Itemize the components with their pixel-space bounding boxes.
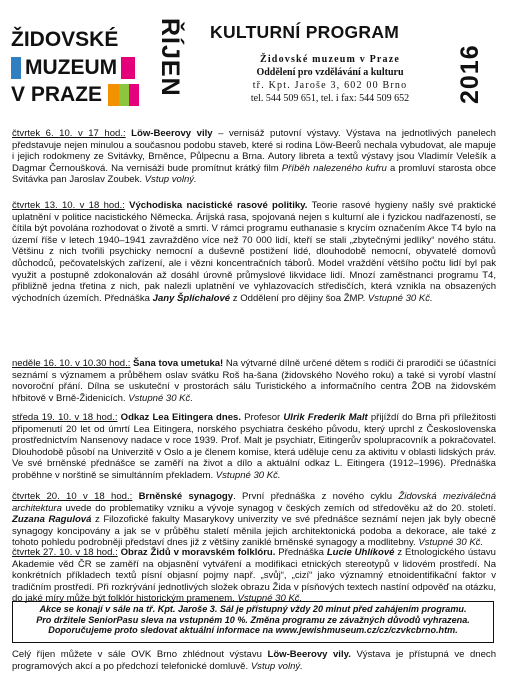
event-title: Löw-Beerovy vily — [131, 128, 213, 139]
notice-line: Akce se konají v sále na tř. Kpt. Jaroše 3. Sál je přístupný vždy 20 minut před zahájením programu. — [39, 604, 467, 614]
exhibition-title: Löw-Beerovy vily. — [267, 649, 351, 660]
logo-color-bar — [108, 84, 119, 106]
event-speaker: Jany Šplíchalové — [152, 292, 231, 304]
event-date: čtvrtek 20. 10 v 18 hod.: — [12, 491, 133, 502]
event-date: neděle 16. 10. v 10.30 hod.: — [12, 358, 131, 369]
logo-line-2: MUZEUM — [11, 55, 135, 81]
phone: tel. 544 509 651, tel. i fax: 544 509 652 — [250, 93, 410, 104]
lecture-series: Židovská meziválečná architektura — [12, 491, 497, 514]
event-item: středa 19. 10. v 18 hod.: Odkaz Lea Eitingera dnes. Profesor Ulrik Frederik Malt přijíždí do Brna při příležitosti připomenutí 20 let od úmrtí Lea Eitingera, norského psychiatra českého původu, který uprchl z Československa prostřednictvím Nansenovy nadace v roce 1939. Prof. Malt je psychiatr, Eitingerův spolupracovník a pokračovatel. Dlouhodobě působí na Univerzitě v Oslo a je členem komise, která uděluje cenu za aktivitu v oblasti lidských práv. Ve své brněnské přednášce se zaměří na život a dílo a aktuální odkaz L. Eitingera (1912–1996). Přednáška proběhne v norštině se simultánním překladem. Vstupné 30 Kč. — [12, 412, 496, 481]
year-label: 2016 — [456, 44, 484, 104]
event-date: čtvrtek 27. 10. v 18 hod.: — [12, 547, 118, 558]
page-title: KULTURNÍ PROGRAM — [210, 22, 400, 42]
event-date: čtvrtek 13. 10. v 18 hod.: — [12, 200, 125, 211]
logo-line-1: ŽIDOVSKÉ — [11, 28, 119, 51]
event-item: čtvrtek 20. 10 v 18 hod.: Brněnské synagogy. První přednáška z nového cyklu Židovská meziválečná architektura uvede do problematiky vzniku a vývoje synagog v českých zemích od středověku až do 20. století. Zuzana Ragulová z Filozofické fakulty Masarykovy univerzity ve své přednášce seznámí nejen jak byly obecně synagogy koncipovány a jak se v průběhu staletí měnila jejich architektonická podoba a dekorace, ale také z tohoto pohledu podrobněji představí dnes již z většiny zaniklé brněnské synagogy a modlitebny. Vstupné 30 Kč. — [12, 491, 497, 549]
month-label: ŘÍJEN — [156, 18, 184, 97]
logo-color-bar — [129, 84, 139, 106]
event-item: čtvrtek 6. 10. v 17 hod.: Löw-Beerovy vily – vernisáž putovní výstavy. Výstava na jednotlivých panelech představuje nejen minulou a současnou podobu staveb, které si rodina Löw-Beerů nechala vybudovat, ale mapuje i jejich rodokmeny ze Svitávky, Brněnce, Půlpecnu a Brna. Autory libreta a textů výstavy jsou Vladimír Velešík a Dagmar Černoušková. Na vernisáži bude promítnut krátký film Příběh nalezeného kufru a promluví starosta obce Svitávka pan Jaroslav Zoubek. Vstup volný. — [12, 128, 496, 186]
notice-line: Pro držitele SeniorPasu sleva na vstupném 10 %. Změna programu ze závažných důvodů vyhrazena. — [36, 614, 470, 625]
film-title: Příběh nalezeného kufru — [281, 162, 387, 174]
event-item: čtvrtek 13. 10. v 18 hod.: Východiska nacistické rasové politiky. Teorie rasové hygieny našly své praktické uplatnění v politice nacistického Německa. Árijská rasa, spojovaná nejen s kulturní ale i fyzickou nadřazeností, se čítila být povolána rozhodovat o životě a smrti. V rámci programu euthanasie s krycím označením Akce T4 bylo na území říše v letech 1940–1941 zavražděno více než 70 000 lidí, kteří se stali „zbytečnými jedlíky“ nového státu. Většinu z nich tvořili psychicky nemocní a duševně postižení lidé, dlouhodobě nemocní, obyvatelé domovů důchodců, pečovatelských zařízení, ale i vězni koncentračních táborů. Model vraždění většího počtu lidí byl pak využit a postupně zdokonalován až dosáhl úrovně průmyslové likvidace lidí. Mnozí zaměstnanci programu T4, přibližně jedna třetina z nich, pak nalezli uplatnění ve vyhlazovacích středisčích, která vznikla na obsazených východních územích. Přednáška Jany Šplíchalové z Oddělení pro dějiny šoa ŽMP. Vstupné 30 Kč. — [12, 200, 497, 304]
event-title: Obraz Židů v moravském folklóru. — [120, 547, 276, 558]
department-name: Oddělení pro vzdělávání a kulturu — [256, 67, 404, 78]
event-admission: Vstupné 30 Kč. — [128, 392, 193, 404]
event-item: čtvrtek 27. 10. v 18 hod.: Obraz Židů v moravském folklóru. Přednáška Lucie Uhlíkové z Etnologického ústavu Akademie věd ČR se zaměří na objasnění vytváření a modifikaci etnických stereotypů v lidovém prostředí. Na konkrétních příkladech textů písní objasní pojmy např. „svůj“, „cizí“ jako významný etnoidentifikační faktor v tradičním prostředí. Při rozkrývání jednotlivých složek obrazu Žida v písňových textech nastíní odpověď na otázku, do jaké míry může být folklór historickým pramenem. Vstupné 30 Kč. — [12, 547, 496, 605]
event-speaker: Lucie Uhlíkové — [326, 547, 395, 558]
event-admission: Vstupné 30 Kč. — [237, 593, 303, 605]
logo-color-bar — [11, 57, 21, 79]
event-title: Brněnské synagogy — [138, 491, 234, 502]
event-title: Odkaz Lea Eitingera dnes. — [120, 412, 241, 423]
event-date: čtvrtek 6. 10. v 17 hod.: — [12, 128, 126, 139]
event-title: Šana tova umetuka! — [133, 358, 224, 369]
closing-admission: Vstup volný. — [250, 660, 303, 672]
event-admission: Vstupné 30 Kč. — [418, 537, 484, 549]
museum-name: Židovské muzeum v Praze — [259, 54, 401, 65]
info-notice-box — [12, 601, 494, 643]
event-admission: Vstup volný. — [144, 174, 197, 186]
event-speaker: Zuzana Ragulová — [12, 514, 92, 526]
logo-color-bar — [121, 57, 135, 79]
event-speaker: Ulrik Frederik Malt — [283, 412, 368, 423]
closing-note: Celý říjen můžete v sále OVK Brno zhlédnout výstavu Löw-Beerovy vily. Výstava je přístupná ve dnech programových akcí a po předchozí telefonické domluvě. Vstup volný. — [12, 649, 497, 672]
logo-color-bar — [119, 84, 129, 106]
notice-line: Doporučujeme proto sledovat aktuální informace na www.jewishmuseum.cz/cz/czvkcbrno.htm. — [48, 625, 458, 636]
event-title: Východiska nacistické rasové politiky. — [129, 200, 308, 211]
event-admission: Vstupné 30 Kč. — [215, 469, 281, 481]
address: tř. Kpt. Jaroše 3, 602 00 Brno — [252, 80, 408, 91]
event-date: středa 19. 10. v 18 hod.: — [12, 412, 118, 423]
event-admission: Vstupné 30 Kč. — [367, 292, 433, 304]
logo-line-3: V PRAZE — [11, 82, 139, 108]
event-item: neděle 16. 10. v 10.30 hod.: Šana tova umetuka! Na výtvarné dílně určené dětem s rodiči či prarodiči se účastníci seznámí s významem a průběhem oslav svátku Roš ha-šana (židovského Nového roku) a také si vyrobí vlastní novoroční přání. Dílna se uskuteční v prostorách sálu Turistického a informačního centra ŽOB na židovském hřbitově v Brně-Židenicích. Vstupné 30 Kč. — [12, 358, 496, 404]
